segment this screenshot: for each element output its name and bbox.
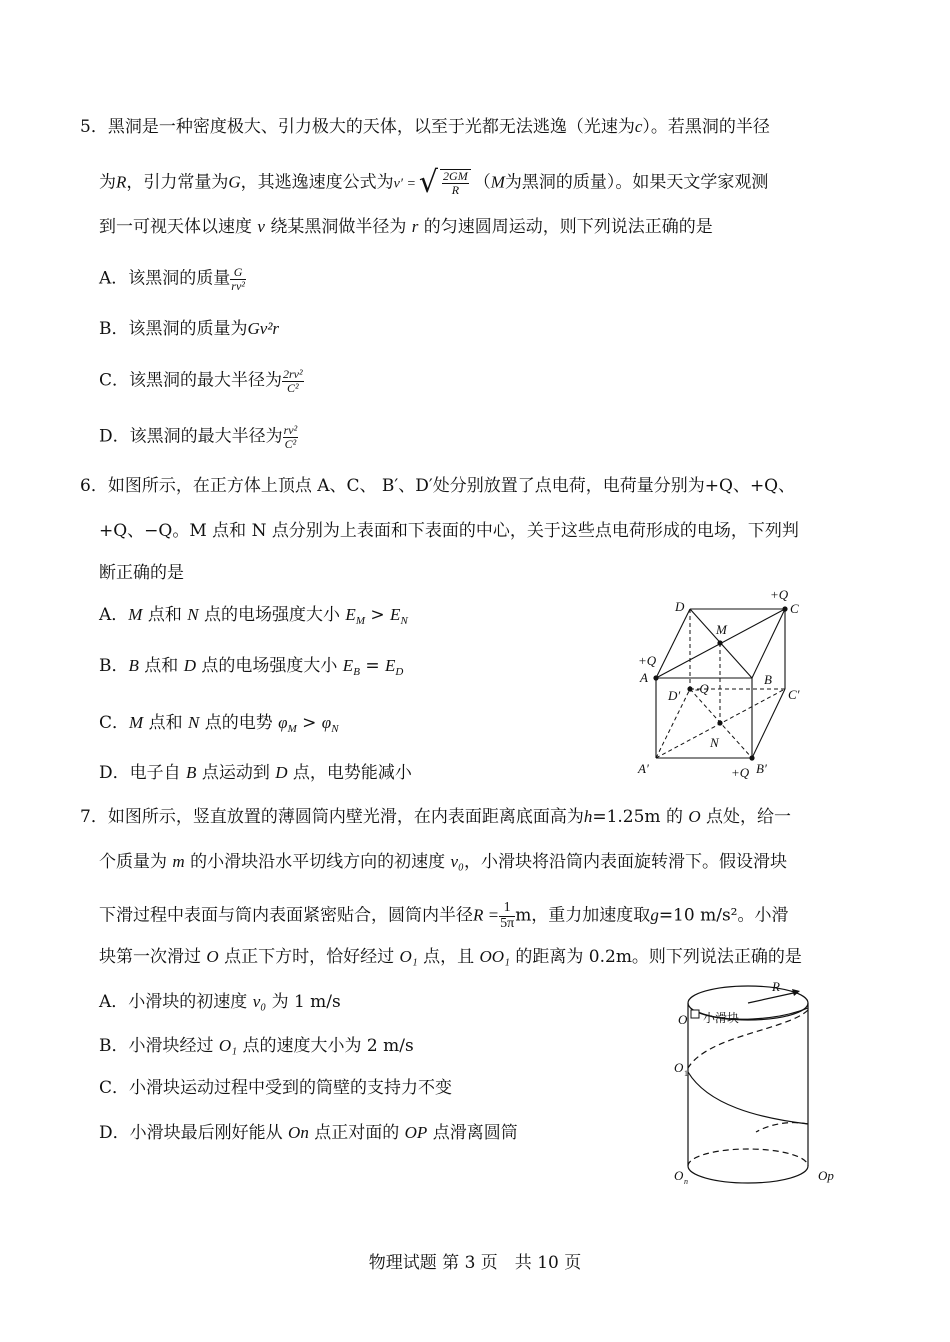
charge-dprime: [687, 686, 692, 691]
point-n: [717, 720, 722, 725]
q5-line1: 5．黑洞是一种密度极大、引力极大的天体，以至于光都无法逃逸（光速为c）。若黑洞的半径: [80, 117, 770, 137]
page-footer: 物理试题 第 3 页 共 10 页: [368, 1253, 582, 1273]
label-d: D: [675, 599, 685, 614]
charge-c: [782, 606, 787, 611]
q5-option-a: A．该黑洞的质量 $\frac{G}{\text{rv²}}$: [99, 265, 245, 293]
q7-option-d: D．小滑块最后刚好能从 On 点正对面的 OP 点滑离圆筒: [99, 1123, 518, 1143]
label-plusq-c: +Q: [770, 587, 789, 602]
q6-option-b: B．B 点和 D 点的电场强度大小 $E_B = E_D$: [99, 656, 404, 679]
label-block: 小滑块: [703, 1011, 740, 1025]
label-plusq-bprime: +Q: [731, 765, 750, 780]
q7-option-a: A．小滑块的初速度 v₀ 为 1 m/s: [99, 992, 341, 1012]
escape-velocity-formula: √ $\frac{2GM}{R}$: [419, 168, 471, 198]
label-a: A: [640, 670, 648, 685]
label-bprime: B′: [756, 761, 767, 776]
cube-diagram: [630, 585, 820, 785]
label-minusq: -Q: [695, 681, 709, 696]
charge-a: [653, 675, 658, 680]
label-c: C: [790, 601, 799, 616]
label-on: O: [674, 1168, 684, 1183]
label-op: Op: [818, 1168, 834, 1183]
q6-line1: 6．如图所示，在正方体上顶点 A、C、 B′、D′处分别放置了点电荷，电荷量分别为+Q、+Q、: [80, 476, 796, 496]
q6-line3: 断正确的是: [99, 563, 184, 583]
q7-line4: 块第一次滑过 O 点正下方时，恰好经过 O₁ 点，且 OO₁ 的距离为 0.2m。则下列说法正确的是: [99, 947, 802, 967]
q5-option-d: D．该黑洞的最大半径为 $\frac{\text{rv²}}{\text{C²}}$: [99, 423, 298, 451]
label-on-sub: n: [684, 1177, 688, 1186]
label-n: N: [710, 735, 719, 750]
q7-option-b: B．小滑块经过 O₁ 点的速度大小为 2 m/s: [99, 1036, 414, 1056]
q5-line2: 为R，引力常量为G，其逃逸速度公式为v′ = √ $\frac{2GM}{R}$ （M为黑洞的质量）。如果天文学家观测: [99, 165, 769, 200]
label-aprime: A′: [638, 761, 649, 776]
cylinder-diagram: [668, 980, 848, 1190]
q6-option-d: D．电子自 B 点运动到 D 点，电势能减小: [99, 763, 412, 783]
label-plusq-a: +Q: [638, 653, 657, 668]
q7-line2: 个质量为 m 的小滑块沿水平切线方向的初速度 v₀，小滑块将沿筒内表面旋转滑下。假设滑块: [99, 852, 787, 872]
slider-block: [691, 1010, 699, 1018]
q7-line3: 下滑过程中表面与筒内表面紧密贴合，圆筒内半径R = $\frac{1}{5\pi}$ m，重力加速度取g=10 m/s²。小滑: [99, 900, 789, 931]
charge-bprime: [749, 755, 754, 760]
point-m: [717, 640, 722, 645]
label-radius: R: [772, 979, 780, 994]
label-cprime: C′: [788, 687, 800, 702]
q5-line3: 到一可视天体以速度 v 绕某黑洞做半径为 r 的匀速圆周运动，则下列说法正确的是: [99, 217, 713, 237]
q6-line2: +Q、−Q。M 点和 N 点分别为上表面和下表面的中心，关于这些点电荷形成的电场，下列判: [99, 521, 799, 541]
label-m: M: [716, 622, 727, 637]
label-o1-sub: 1: [684, 1069, 688, 1078]
label-b: B: [764, 672, 772, 687]
q6-option-a: A．M 点和 N 点的电场强度大小 $E_M > E_N$: [99, 605, 408, 628]
label-o: O: [678, 1012, 688, 1027]
q6-option-c: C．M 点和 N 点的电势 $\varphi_M > \varphi_N$: [99, 713, 339, 736]
label-o1: O: [674, 1060, 684, 1075]
label-dprime: D′: [668, 688, 681, 703]
q7-line1: 7．如图所示，竖直放置的薄圆筒内壁光滑，在内表面距离底面高为h=1.25m 的 O 点处，给一: [80, 807, 792, 827]
q5-option-b: B．该黑洞的质量为Gv²r: [99, 319, 280, 339]
q5-option-c: C．该黑洞的最大半径为 $\frac{\text{2rv²}}{\text{C²}}$: [99, 367, 303, 395]
q7-option-c: C．小滑块运动过程中受到的筒壁的支持力不变: [99, 1078, 453, 1098]
